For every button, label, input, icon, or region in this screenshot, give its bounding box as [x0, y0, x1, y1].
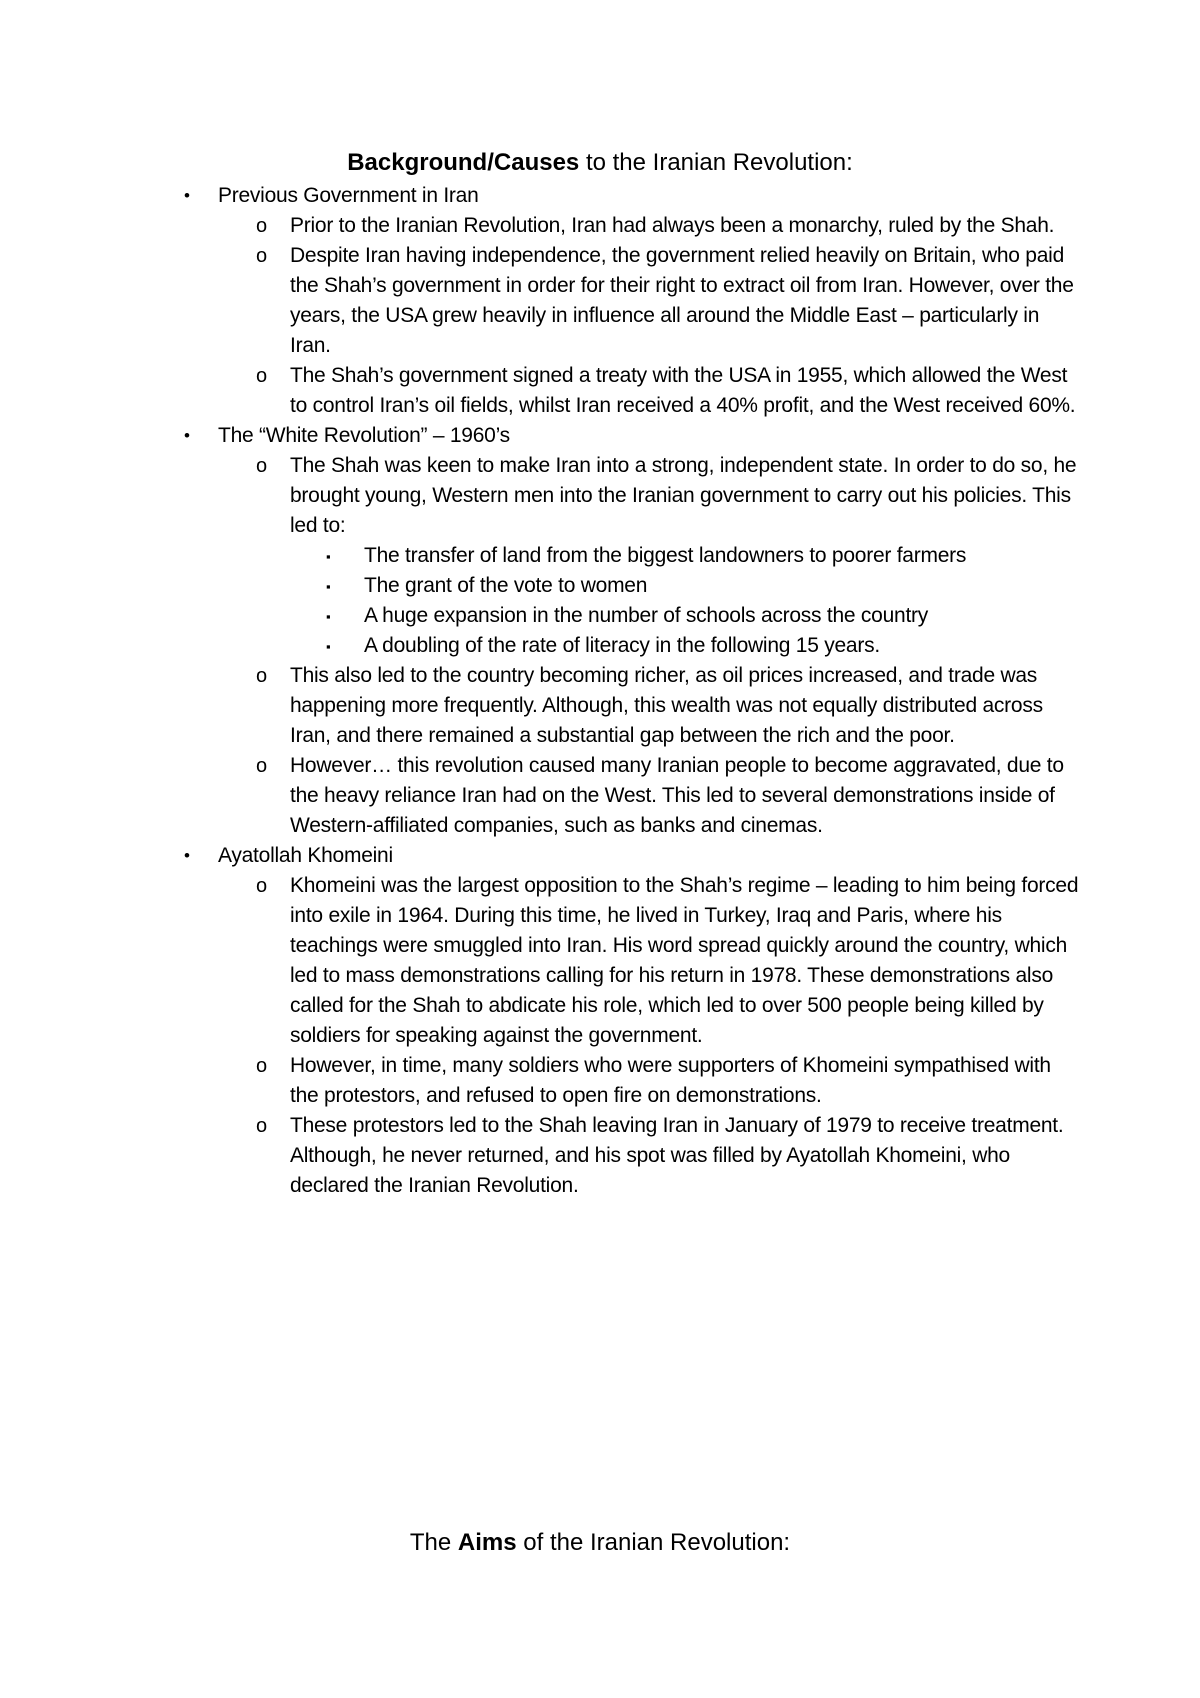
list-item: [0, 211, 1080, 241]
subpoint-text: The grant of the vote to women: [364, 574, 648, 597]
subpoint-text: A doubling of the rate of literacy in the following 15 years.: [364, 634, 880, 657]
circle-marker: o: [256, 215, 267, 237]
background-causes-heading: [0, 148, 1200, 178]
square-marker: ▪: [326, 639, 331, 654]
heading-bold-part: Aims: [457, 1529, 517, 1556]
list-item: [0, 451, 1080, 541]
list-item: [0, 661, 1080, 751]
point-text: However, in time, many soldiers who were supporters of Khomeini sympathised with the protestors, and refused to open fire on demonstrations.: [290, 1054, 1051, 1107]
section-ayatollah-khomeini: [0, 841, 1078, 871]
circle-marker: o: [256, 665, 267, 687]
section-title: Ayatollah Khomeini: [218, 844, 393, 867]
sub-list-item: [0, 631, 1080, 661]
list-item: [0, 1051, 1080, 1111]
section-title: The “White Revolution” – 1960’s: [218, 424, 510, 447]
sub-list-item: [0, 601, 1080, 631]
sub-list-item: [0, 541, 1080, 571]
bullet-marker: •: [184, 426, 190, 445]
square-marker: ▪: [326, 579, 331, 594]
section-previous-government: [0, 181, 1078, 211]
subpoint-text: The transfer of land from the biggest landowners to poorer farmers: [364, 544, 967, 567]
bullet-marker: •: [184, 186, 190, 205]
circle-marker: o: [256, 365, 267, 387]
heading-bold-part: Background/Causes: [347, 149, 580, 176]
point-text: However… this revolution caused many Iranian people to become aggravated, due to the heavy reliance Iran had on the West. This led to several demonstrations inside of Western-affiliated companies, such as banks and cinemas.: [290, 754, 1064, 837]
circle-marker: o: [256, 755, 267, 777]
point-text: Prior to the Iranian Revolution, Iran had always been a monarchy, ruled by the Shah.: [290, 214, 1055, 237]
bullet-marker: •: [184, 846, 190, 865]
subpoint-text: A huge expansion in the number of schools across the country: [364, 604, 929, 627]
heading-pre-part: The: [409, 1529, 458, 1556]
point-text: These protestors led to the Shah leaving Iran in January of 1979 to receive treatment. Although, he never returned, and his spot was filled by Ayatollah Khomeini, who declared the Iranian Revolution.: [290, 1114, 1064, 1197]
sub-list-item: [0, 571, 1080, 601]
heading-rest-part: to the Iranian Revolution:: [579, 149, 853, 176]
section-title: Previous Government in Iran: [218, 184, 479, 207]
point-text: Khomeini was the largest opposition to the Shah’s regime – leading to him being forced into exile in 1964. During this time, he lived in Turkey, Iraq and Paris, where his teachings were smuggled into Iran. His word spread quickly around the country, which led to mass demonstrations calling for his return in 1978. These demonstrations also called for the Shah to abdicate his role, which led to over 500 people being killed by soldiers for speaking against the government.: [290, 874, 1079, 1047]
square-marker: ▪: [326, 549, 331, 564]
aims-heading: [0, 1528, 1200, 1558]
circle-marker: o: [256, 1055, 267, 1077]
list-item: [0, 241, 1080, 361]
section-white-revolution: [0, 421, 1078, 451]
square-marker: ▪: [326, 609, 331, 624]
circle-marker: o: [256, 1115, 267, 1137]
heading-post-part: of the Iranian Revolution:: [516, 1529, 791, 1556]
point-text: The Shah’s government signed a treaty with the USA in 1955, which allowed the West to control Iran’s oil fields, whilst Iran received a 40% profit, and the West received 60%.: [290, 364, 1076, 417]
point-text: This also led to the country becoming richer, as oil prices increased, and trade was happening more frequently. Although, this wealth was not equally distributed across Iran, and there remained a substantial gap between the rich and the poor.: [290, 664, 1043, 747]
list-item: [0, 361, 1080, 421]
circle-marker: o: [256, 875, 267, 897]
circle-marker: o: [256, 245, 267, 267]
point-text: The Shah was keen to make Iran into a strong, independent state. In order to do so, he brought young, Western men into the Iranian government to carry out his policies. This led to:: [290, 454, 1077, 537]
circle-marker: o: [256, 455, 267, 477]
causes-list: [0, 181, 1200, 1201]
list-item: [0, 1111, 1080, 1201]
list-item: [0, 751, 1080, 841]
point-text: Despite Iran having independence, the government relied heavily on Britain, who paid the Shah’s government in order for their right to extract oil from Iran. However, over the years, the USA grew heavily in influence all around the Middle East – particularly in Iran.: [290, 244, 1074, 357]
list-item: [0, 871, 1080, 1051]
